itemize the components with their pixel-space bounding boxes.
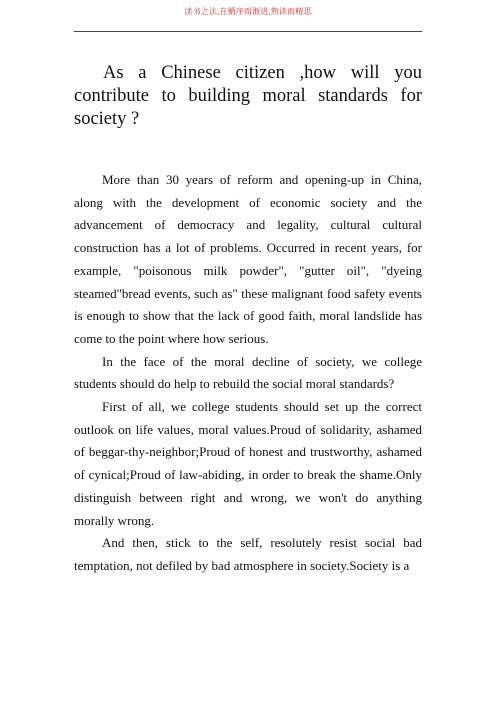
essay-title: As a Chinese citizen ,how will you contribute to building moral standards for society ? — [74, 63, 422, 129]
paragraph: First of all, we college students should set up the correct outlook on life values, moral values.Proud of solidarity, ashamed of beggar-thy-neighbor;Proud of honest and trustworthy, ashamed of cynical;Proud of law-abiding, in order to break the shame.Only distinguish between right and wrong, we won't do anything morally wrong. — [74, 399, 422, 528]
essay-body — [74, 169, 422, 578]
header-rule — [74, 31, 422, 32]
paragraph: And then, stick to the self, resolutely resist social bad temptation, not defiled by bad atmosphere in society.Society is a — [74, 535, 422, 573]
paragraph: More than 30 years of reform and opening-up in China, along with the development of economic society and the advancement of democracy and legality, cultural cultural construction has a lot of problems. Occurred in recent years, for example, "poisonous milk powder", "gutter oil", "dyeing steamed"bread events, such as" these malignant food safety events is enough to show that the lack of good faith, moral landslide has come to the point where how serious. — [74, 172, 422, 346]
page-header: 读书之法,在循序而渐进,熟读而精思 — [184, 7, 312, 16]
paragraph: In the face of the moral decline of society, we college students should do help to rebuild the social moral standards? — [74, 353, 422, 392]
